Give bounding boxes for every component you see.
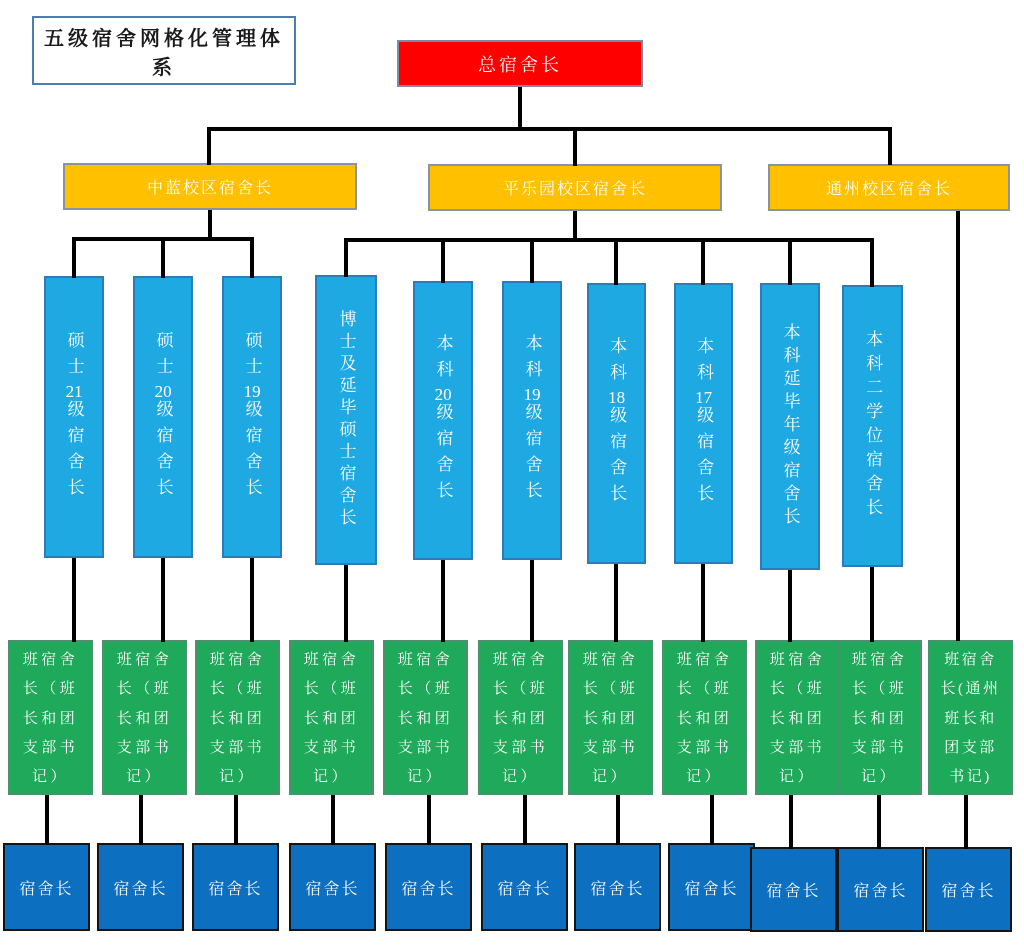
node-dorm-head-6 — [481, 843, 568, 931]
connector-line — [788, 570, 792, 642]
node-label: 本科18级宿舍长 — [607, 337, 627, 510]
connector-line — [573, 127, 577, 166]
node-label: 宿舍长 — [766, 883, 821, 900]
node-label: 宿舍长 — [941, 883, 996, 900]
connector-line — [250, 237, 254, 278]
node-label: 宿舍长 — [684, 880, 739, 898]
connector-line — [518, 87, 522, 129]
connector-line — [523, 795, 527, 845]
connector-line — [530, 560, 534, 642]
node-label: 本科17级宿舍长 — [694, 337, 714, 510]
node-dorm-head-2 — [97, 843, 184, 931]
node-label: 本科二学位宿舍长 — [863, 330, 883, 522]
node-grade-undergrad-delayed — [760, 283, 820, 570]
connector-line — [701, 238, 705, 285]
node-campus-zhonglan — [63, 163, 357, 210]
node-grade-master-20 — [133, 276, 193, 558]
node-label: 宿舍长 — [853, 883, 908, 900]
node-label: 总宿舍长 — [478, 54, 562, 75]
connector-line — [441, 560, 445, 642]
node-label: 宿舍长 — [497, 880, 552, 898]
node-dorm-head-9 — [750, 847, 837, 932]
node-campus-pingleyuan — [428, 164, 722, 211]
node-label: 班宿舍长（班长和团支部书记） — [116, 652, 173, 785]
node-label: 班宿舍长(通州班长和团支部书记) — [940, 652, 1001, 785]
connector-line — [870, 567, 874, 642]
connector-line — [72, 237, 76, 278]
connector-line — [964, 795, 968, 849]
connector-line — [789, 795, 793, 849]
node-grade-master-21 — [44, 276, 104, 558]
node-label: 硕士19级宿舍长 — [242, 330, 262, 504]
node-class-head-3 — [195, 640, 280, 795]
node-label: 本科20级宿舍长 — [433, 334, 453, 507]
node-general-dorm-head — [397, 40, 643, 87]
node-class-head-8 — [662, 640, 747, 795]
node-class-head-10 — [837, 640, 922, 795]
connector-line — [344, 238, 348, 277]
node-label: 中蓝校区宿舍长 — [146, 180, 273, 197]
node-grade-phd-delayed-master — [315, 275, 377, 565]
node-label: 班宿舍长（班长和团支部书记） — [851, 652, 908, 785]
connector-line — [207, 127, 892, 131]
node-grade-undergrad-18 — [587, 283, 646, 564]
node-dorm-head-3 — [192, 843, 279, 931]
node-label: 班宿舍长（班长和团支部书记） — [303, 652, 360, 785]
connector-line — [344, 238, 874, 242]
node-label: 班宿舍长（班长和团支部书记） — [582, 652, 639, 785]
node-label: 班宿舍长（班长和团支部书记） — [676, 652, 733, 785]
node-label: 本科19级宿舍长 — [522, 334, 542, 507]
node-label: 班宿舍长（班长和团支部书记） — [769, 652, 826, 785]
node-label: 硕士21级宿舍长 — [64, 330, 84, 504]
connector-line — [250, 558, 254, 642]
node-dorm-head-11 — [925, 847, 1012, 932]
node-label: 宿舍长 — [19, 880, 74, 898]
node-grade-undergrad-19 — [502, 281, 562, 560]
connector-line — [710, 795, 714, 845]
node-class-head-1 — [8, 640, 93, 795]
node-class-head-4 — [289, 640, 374, 795]
connector-line — [207, 127, 211, 165]
connector-line — [45, 795, 49, 845]
node-label: 宿舍长 — [305, 880, 360, 898]
node-class-head-2 — [102, 640, 187, 795]
node-class-head-9 — [755, 640, 840, 795]
node-dorm-head-5 — [385, 843, 472, 931]
node-label: 班宿舍长（班长和团支部书记） — [397, 652, 454, 785]
node-dorm-head-4 — [289, 843, 376, 931]
node-label: 宿舍长 — [113, 880, 168, 898]
connector-line — [788, 238, 792, 285]
node-dorm-head-7 — [574, 843, 661, 931]
node-campus-tongzhou — [768, 164, 1010, 211]
node-label: 通州校区宿舍长 — [825, 181, 952, 198]
connector-line — [573, 211, 577, 240]
node-label: 班宿舍长（班长和团支部书记） — [22, 652, 79, 785]
node-grade-second-degree — [842, 285, 903, 567]
node-label: 宿舍长 — [208, 880, 263, 898]
connector-line — [72, 558, 76, 642]
node-grade-master-19 — [222, 276, 282, 558]
node-label: 本科延毕年级宿舍长 — [780, 323, 800, 530]
node-grade-undergrad-17 — [674, 283, 733, 564]
node-label: 班宿舍长（班长和团支部书记） — [492, 652, 549, 785]
connector-line — [139, 795, 143, 845]
node-label: 班宿舍长（班长和团支部书记） — [209, 652, 266, 785]
node-class-head-5 — [383, 640, 468, 795]
node-label: 平乐园校区宿舍长 — [502, 181, 647, 198]
node-dorm-head-1 — [3, 843, 90, 931]
node-class-head-tongzhou — [928, 640, 1013, 795]
node-label: 硕士20级宿舍长 — [153, 330, 173, 504]
node-class-head-6 — [478, 640, 563, 795]
connector-line — [614, 238, 618, 285]
connector-line — [701, 564, 705, 642]
connector-line — [614, 564, 618, 642]
connector-line — [234, 795, 238, 845]
connector-line — [331, 795, 335, 845]
node-dorm-head-8 — [668, 843, 755, 931]
connector-line — [888, 127, 892, 165]
node-dorm-head-10 — [837, 847, 924, 932]
connector-line — [956, 211, 960, 641]
connector-line — [616, 795, 620, 845]
connector-line — [530, 238, 534, 283]
node-label: 宿舍长 — [401, 880, 456, 898]
node-label: 博士及延毕硕士宿舍长 — [336, 310, 356, 530]
connector-line — [870, 238, 874, 287]
node-grade-undergrad-20 — [413, 281, 473, 560]
diagram-title-box — [32, 16, 296, 85]
connector-line — [877, 795, 881, 849]
connector-line — [344, 565, 348, 642]
connector-line — [441, 238, 445, 283]
diagram-title: 五级宿舍网格化管理体系 — [44, 27, 284, 79]
connector-line — [161, 558, 165, 642]
node-class-head-7 — [568, 640, 653, 795]
connector-line — [427, 795, 431, 845]
connector-line — [208, 210, 212, 239]
connector-line — [161, 237, 165, 278]
node-label: 宿舍长 — [590, 880, 645, 898]
